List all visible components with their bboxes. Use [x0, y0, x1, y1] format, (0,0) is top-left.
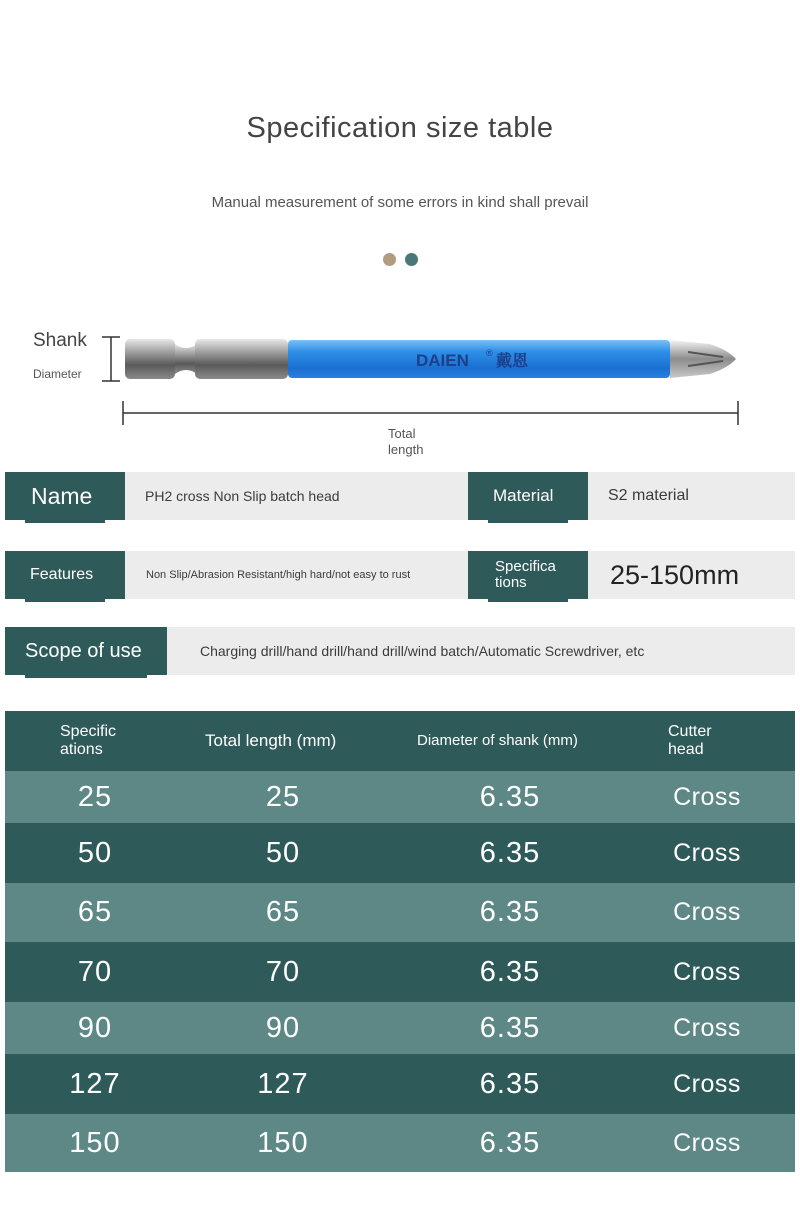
material-value: S2 material	[608, 487, 689, 504]
material-label: Material	[468, 472, 588, 520]
cell-spec: 150	[69, 1126, 121, 1159]
cell-length: 150	[257, 1126, 309, 1159]
cell-length: 90	[265, 1011, 301, 1044]
info-row-name-material	[5, 472, 795, 520]
scope-label: Scope of use	[5, 627, 167, 675]
table-row	[5, 1002, 795, 1054]
cell-length: 127	[257, 1067, 309, 1100]
cell-head: Cross	[673, 957, 741, 986]
cell-head: Cross	[673, 1128, 741, 1157]
cell-spec: 25	[77, 780, 113, 813]
page-title: Specification size table	[246, 112, 554, 144]
cell-head: Cross	[673, 898, 741, 926]
cell-diameter: 6.35	[479, 955, 541, 988]
header-diameter: Diameter of shank (mm)	[417, 732, 578, 749]
blue-sleeve	[288, 340, 670, 378]
features-value: Non Slip/Abrasion Resistant/high hard/not easy to rust	[146, 569, 411, 581]
hex-shank	[125, 339, 175, 379]
total-length-dimension	[118, 398, 744, 428]
brand-logo-cn: 戴恩	[496, 351, 529, 370]
table-row	[5, 942, 795, 1002]
spec-table	[5, 711, 795, 1172]
cell-diameter: 6.35	[479, 1067, 541, 1100]
cell-diameter: 6.35	[479, 1011, 541, 1044]
cell-length: 25	[265, 780, 301, 813]
shank-label: Shank	[33, 330, 87, 351]
header-specifications: Specific ations	[60, 723, 117, 758]
info-row-scope	[5, 627, 795, 675]
cell-length: 50	[265, 836, 301, 869]
cell-head: Cross	[673, 838, 741, 867]
header-total-length: Total length (mm)	[205, 731, 337, 750]
cell-length: 65	[265, 896, 301, 928]
specifications-label: Specifica tions	[468, 551, 588, 599]
cell-spec: 65	[77, 896, 113, 928]
brand-logo: DAIEN	[416, 351, 469, 370]
diameter-label: Diameter	[33, 367, 82, 381]
cell-head: Cross	[673, 782, 741, 811]
table-row	[5, 883, 795, 942]
decorative-dots	[383, 253, 418, 266]
dot-teal	[405, 253, 418, 266]
cell-spec: 90	[77, 1011, 113, 1044]
cell-diameter: 6.35	[479, 780, 541, 813]
brand-registered-mark: ®	[486, 348, 493, 358]
header-cutter-head: Cutter head	[668, 723, 712, 758]
cell-diameter: 6.35	[479, 836, 541, 869]
table-row	[5, 1114, 795, 1172]
cell-spec: 50	[77, 836, 113, 869]
total-length-label: Total length	[388, 426, 424, 457]
table-row	[5, 823, 795, 883]
cell-length: 70	[265, 955, 301, 988]
dot-tan	[383, 253, 396, 266]
cell-head: Cross	[673, 1013, 741, 1042]
name-value: PH2 cross Non Slip batch head	[145, 488, 340, 504]
features-label: Features	[5, 551, 125, 599]
cell-head: Cross	[673, 1069, 741, 1098]
table-row	[5, 1054, 795, 1114]
table-row	[5, 771, 795, 823]
page-subtitle: Manual measurement of some errors in kind shall prevail	[211, 194, 589, 211]
cell-diameter: 6.35	[479, 896, 541, 928]
cross-tip	[670, 340, 736, 378]
table-header	[5, 711, 795, 771]
cell-diameter: 6.35	[479, 1126, 541, 1159]
specifications-value: 25-150mm	[610, 559, 740, 590]
info-row-features-specs	[5, 551, 795, 599]
name-label: Name	[5, 472, 125, 520]
screwdriver-bit-image	[98, 330, 748, 390]
cell-spec: 70	[77, 955, 113, 988]
scope-value: Charging drill/hand drill/hand drill/wind batch/Automatic Screwdriver, etc	[200, 643, 645, 659]
cell-spec: 127	[69, 1067, 121, 1100]
